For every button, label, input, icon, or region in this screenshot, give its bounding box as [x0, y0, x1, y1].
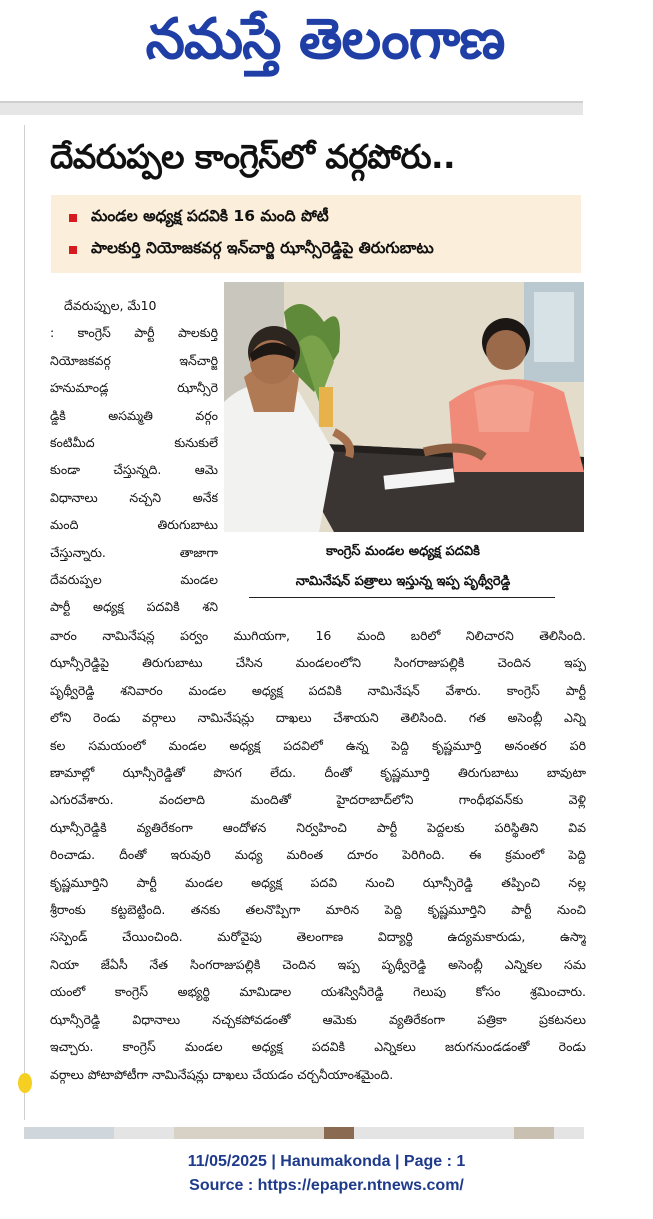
body-line: దేవరుప్పల మండల [50, 572, 218, 588]
article-photo [224, 282, 584, 532]
photo-caption [248, 537, 558, 597]
body-line: ఇచ్చారు. కాంగ్రెస్ మండల అధ్యక్ష పదవికి ఎన్నికలు జరుగనుండడంతో రెండు [50, 1039, 586, 1055]
body-line: పృథ్వీరెడ్డి శనివారం మండల అధ్యక్ష పదవికి నామినేషన్ వేశారు. కాంగ్రెస్ పార్టీ [50, 682, 586, 698]
subhead-box [51, 195, 581, 273]
body-line: హనుమాండ్ల ఝాన్సీరె [50, 380, 218, 396]
body-line: వర్గాలు పోటాపోటీగా నామినేషన్లు దాఖలు చేయడం చర్చనీయాంశమైంది. [50, 1066, 394, 1082]
footer-source: Source : https://epaper.ntnews.com/ [189, 1177, 464, 1194]
column-edge-rule [24, 125, 25, 1120]
body-line: నియోజకవర్గ ఇన్‌చార్జి [50, 352, 218, 368]
body-line: కంటిమీద కునుకులే [50, 435, 218, 451]
body-line: శ్రీరాంకు కట్టబెట్టింది. తనకు తలనొప్పిగా మారిన పెద్ది కృష్ణమూర్తిని పార్టీ నుంచి [50, 902, 586, 918]
caption-underline [249, 597, 555, 598]
body-line: కుండా చేస్తున్నది. ఆమె [50, 462, 218, 478]
article-headline: దేవరుప్పల కాంగ్రెస్‌లో వర్గపోరు.. [50, 137, 456, 176]
subhead-item [69, 235, 434, 265]
body-line: మంది తిరుగుబాటు [50, 517, 218, 533]
body-line: కృష్ణమూర్తిని పార్టీ మండల అధ్యక్ష పదవి నుంచి ఝాన్సీరెడ్డి తప్పించి నల్ల [50, 874, 586, 890]
subhead-text: మండల అధ్యక్ష పదవికి 16 మంది పోటీ [91, 207, 329, 225]
caption-line: కాంగ్రెస్ మండల అధ్యక్ష పదవికి [326, 544, 480, 559]
body-line: వారం నామినేషన్ల పర్వం ముగియగా, 16 మంది బరిలో నిలిచారని తెలిసింది. [50, 628, 586, 643]
article-body-column [50, 292, 218, 621]
body-line: సస్పెండ్ చేయించింది. మరోవైపు తెలంగాణ విద్యార్థి ఉద్యమకారుడు, ఉస్మా [50, 929, 586, 945]
red-square-bullet-icon [69, 214, 77, 222]
body-line: లోని రెండు వర్గాలు నామినేషన్లు దాఖలు చేశాయని తెలిసింది. గత అసెంబ్లీ ఎన్ని [50, 710, 586, 726]
body-line: పార్టీ అధ్యక్ష పదవికి శని [50, 599, 218, 615]
body-line: ణామాల్లో ఝాన్సీరెడ్డితో పొసగ లేదు. దీంతో కృష్ణమూర్తి తిరుగుబాటు బావుటా [50, 765, 586, 781]
body-line: యంలో కాంగ్రెస్ అభ్యర్థి మామిడాల యశస్వినీరెడ్డి గెలుపు కోసం శ్రమించారు. [50, 984, 586, 1000]
next-article-strip [24, 1127, 584, 1139]
body-line: చేస్తున్నారు. తాజాగా [50, 544, 218, 560]
body-line: రించాడు. దీంతో ఇరువురి మధ్య మరింత దూరం పెరిగింది. ఈ క్రమంలో పెద్ది [50, 847, 586, 863]
subhead-text: పాలకుర్తి నియోజకవర్గ ఇన్‌చార్జి ఝాన్సీరెడ్డిపై తిరుగుబాటు [91, 239, 434, 257]
body-line: విధానాలు నచ్చని అనేక [50, 489, 218, 505]
body-line: దేవరుప్పుల, మే10 [64, 298, 157, 313]
body-line: ఝాన్సీరెడ్డికి వ్యతిరేకంగా ఆందోళన నిర్వహించి పార్టీ పెద్దలకు పరిస్థితిని వివ [50, 819, 586, 835]
yellow-dot-icon [18, 1073, 32, 1093]
body-line: ఝాన్సీరెడ్డి విధానాలు నచ్చకపోవడంతో ఆమెకు వ్యతిరేకంగా పత్రికా ప్రకటనలు [50, 1011, 586, 1027]
page-footer [0, 1150, 653, 1198]
body-line: ఎగురవేశారు. వందలాది మందితో హైదరాబాద్‌లోని గాంధీభవన్‌కు వెళ్లి [50, 792, 586, 808]
footer-dateline: 11/05/2025 | Hanumakonda | Page : 1 [187, 1153, 466, 1170]
body-line: : కాంగ్రెస్ పార్టీ పాలకుర్తి [50, 325, 218, 341]
masthead-band [0, 103, 583, 115]
body-line: కల సమయంలో మండల అధ్యక్ష పదవిలో ఉన్న పెద్ది కృష్ణమూర్తి అనంతర పరి [50, 737, 586, 753]
photo-illustration [224, 282, 584, 532]
red-square-bullet-icon [69, 246, 77, 254]
body-line: డ్డికి అసమ్మతి వర్గం [50, 407, 218, 423]
newspaper-masthead: నమస్తే తెలంగాణ [145, 7, 505, 72]
body-line: ఝాన్సీరెడ్డిపై తిరుగుబాటు చేసిన మండలంలోని సింగరాజుపల్లికి చెందిన ఇప్ప [50, 655, 586, 671]
caption-line: నామినేషన్ పత్రాలు ఇస్తున్న ఇప్ప పృథ్వీరెడ్డి [295, 574, 511, 589]
body-line: నియా జేఏసీ నేత సింగరాజుపల్లికి చెందిన ఇప్ప పృథ్వీరెడ్డి అసెంబ్లీ ఎన్నికల సమ [50, 956, 586, 972]
subhead-item [69, 203, 329, 233]
article-body-full-width [50, 622, 586, 1088]
